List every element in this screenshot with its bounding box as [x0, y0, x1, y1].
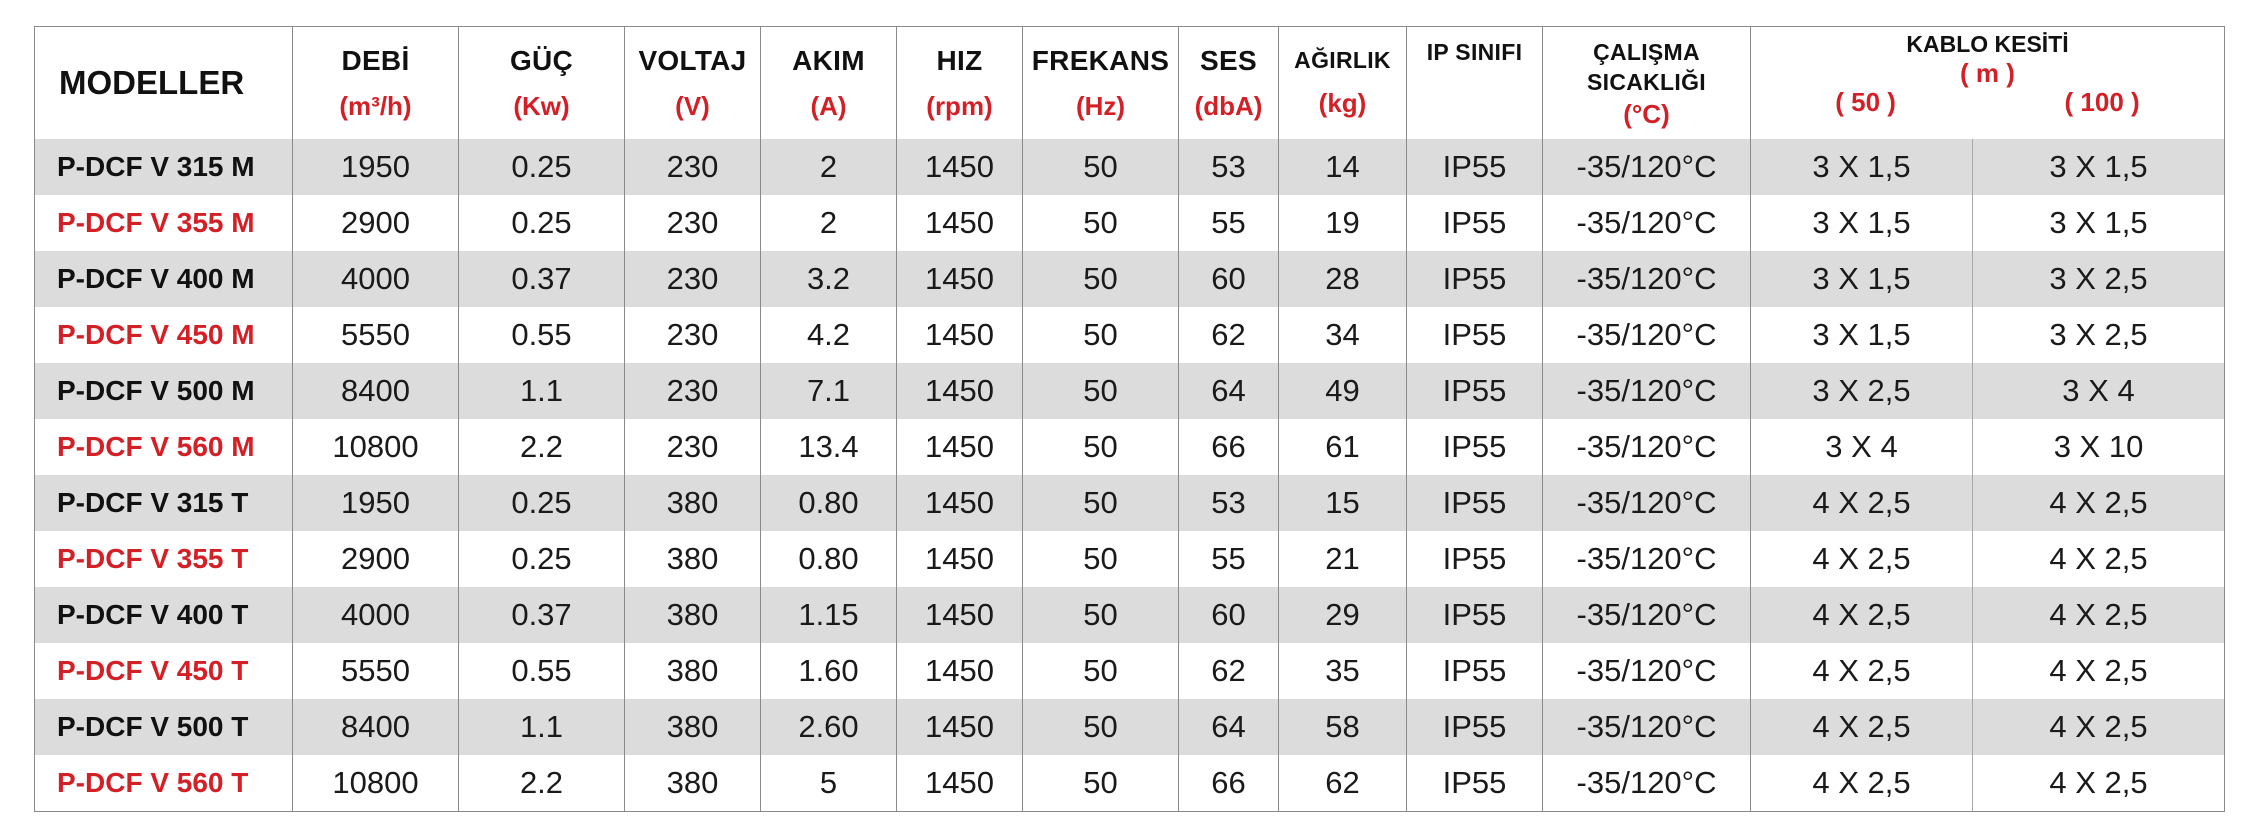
- sicaklik-cell: -35/120°C: [1543, 643, 1751, 699]
- voltaj-cell: 230: [625, 251, 761, 307]
- agirlik-cell: 15: [1279, 475, 1407, 531]
- ip-cell: IP55: [1407, 699, 1543, 755]
- hiz-cell: 1450: [897, 251, 1023, 307]
- ip-cell: IP55: [1407, 195, 1543, 251]
- guc-cell: 0.55: [459, 307, 625, 363]
- header-voltaj: [625, 27, 761, 140]
- kablo-50-cell: 3 X 4: [1751, 419, 1973, 475]
- ip-cell: IP55: [1407, 587, 1543, 643]
- ip-cell: IP55: [1407, 531, 1543, 587]
- table-row: [35, 643, 2225, 699]
- agirlik-cell: 61: [1279, 419, 1407, 475]
- ses-cell: 66: [1179, 419, 1279, 475]
- header-ip: [1407, 27, 1543, 140]
- header-guc-label: GÜÇ: [509, 44, 574, 76]
- header-akim-unit: (A): [810, 90, 847, 121]
- model-cell: P-DCF V 355 M: [35, 195, 293, 251]
- agirlik-cell: 58: [1279, 699, 1407, 755]
- model-cell: P-DCF V 560 M: [35, 419, 293, 475]
- kablo-50-cell: 3 X 2,5: [1751, 363, 1973, 419]
- model-cell: P-DCF V 500 M: [35, 363, 293, 419]
- table-row: [35, 307, 2225, 363]
- guc-cell: 2.2: [459, 419, 625, 475]
- kablo-100-cell: 3 X 2,5: [1973, 307, 2225, 363]
- debi-cell: 8400: [293, 699, 459, 755]
- header-kablo: [1751, 27, 2225, 140]
- header-ses-unit: (dbA): [1194, 90, 1263, 121]
- hiz-cell: 1450: [897, 531, 1023, 587]
- hiz-cell: 1450: [897, 699, 1023, 755]
- voltaj-cell: 380: [625, 531, 761, 587]
- table-row: [35, 531, 2225, 587]
- debi-cell: 1950: [293, 475, 459, 531]
- header-agirlik: [1279, 27, 1407, 140]
- hiz-cell: 1450: [897, 307, 1023, 363]
- kablo-50-cell: 4 X 2,5: [1751, 699, 1973, 755]
- header-debi-unit: (m³/h): [339, 90, 412, 121]
- sicaklik-cell: -35/120°C: [1543, 363, 1751, 419]
- frekans-cell: 50: [1023, 363, 1179, 419]
- header-kablo-sub-50: ( 50 ): [1835, 87, 1896, 117]
- agirlik-cell: 14: [1279, 139, 1407, 195]
- akim-cell: 3.2: [761, 251, 897, 307]
- header-kablo-unit: ( m ): [1960, 58, 2015, 88]
- header-guc: [459, 27, 625, 140]
- guc-cell: 1.1: [459, 363, 625, 419]
- hiz-cell: 1450: [897, 195, 1023, 251]
- kablo-100-cell: 4 X 2,5: [1973, 699, 2225, 755]
- table-row: [35, 475, 2225, 531]
- debi-cell: 2900: [293, 531, 459, 587]
- model-cell: P-DCF V 315 T: [35, 475, 293, 531]
- debi-cell: 4000: [293, 251, 459, 307]
- debi-cell: 4000: [293, 587, 459, 643]
- sicaklik-cell: -35/120°C: [1543, 531, 1751, 587]
- agirlik-cell: 49: [1279, 363, 1407, 419]
- ses-cell: 64: [1179, 699, 1279, 755]
- kablo-50-cell: 4 X 2,5: [1751, 475, 1973, 531]
- header-hiz-label: HIZ: [936, 44, 983, 76]
- voltaj-cell: 230: [625, 307, 761, 363]
- header-debi: [293, 27, 459, 140]
- agirlik-cell: 21: [1279, 531, 1407, 587]
- ip-cell: IP55: [1407, 307, 1543, 363]
- header-voltaj-label: VOLTAJ: [638, 44, 747, 76]
- kablo-50-cell: 4 X 2,5: [1751, 755, 1973, 812]
- akim-cell: 2.60: [761, 699, 897, 755]
- header-frekans-label: FREKANS: [1031, 44, 1170, 76]
- header-agirlik-unit: (kg): [1318, 88, 1367, 118]
- header-akim-label: AKIM: [792, 44, 865, 76]
- header-calisma-label1: ÇALIŞMA: [1593, 38, 1700, 65]
- header-ses-label: SES: [1200, 44, 1257, 76]
- ip-cell: IP55: [1407, 251, 1543, 307]
- frekans-cell: 50: [1023, 251, 1179, 307]
- voltaj-cell: 230: [625, 363, 761, 419]
- sicaklik-cell: -35/120°C: [1543, 587, 1751, 643]
- header-row: [35, 27, 2225, 140]
- model-cell: P-DCF V 400 M: [35, 251, 293, 307]
- model-cell: P-DCF V 500 T: [35, 699, 293, 755]
- kablo-100-cell: 4 X 2,5: [1973, 755, 2225, 812]
- model-cell: P-DCF V 450 M: [35, 307, 293, 363]
- debi-cell: 10800: [293, 419, 459, 475]
- agirlik-cell: 62: [1279, 755, 1407, 812]
- header-kablo-sub: [1751, 87, 2224, 118]
- frekans-cell: 50: [1023, 139, 1179, 195]
- ses-cell: 55: [1179, 531, 1279, 587]
- frekans-cell: 50: [1023, 531, 1179, 587]
- agirlik-cell: 19: [1279, 195, 1407, 251]
- sicaklik-cell: -35/120°C: [1543, 139, 1751, 195]
- table-row: [35, 195, 2225, 251]
- agirlik-cell: 34: [1279, 307, 1407, 363]
- model-cell: P-DCF V 560 T: [35, 755, 293, 812]
- frekans-cell: 50: [1023, 419, 1179, 475]
- table-row: [35, 139, 2225, 195]
- debi-cell: 1950: [293, 139, 459, 195]
- guc-cell: 0.25: [459, 139, 625, 195]
- hiz-cell: 1450: [897, 419, 1023, 475]
- header-models: MODELLER: [35, 27, 293, 140]
- kablo-100-cell: 3 X 1,5: [1973, 139, 2225, 195]
- akim-cell: 0.80: [761, 475, 897, 531]
- sicaklik-cell: -35/120°C: [1543, 419, 1751, 475]
- voltaj-cell: 230: [625, 195, 761, 251]
- hiz-cell: 1450: [897, 475, 1023, 531]
- table-row: [35, 699, 2225, 755]
- voltaj-cell: 230: [625, 419, 761, 475]
- header-ses: [1179, 27, 1279, 140]
- akim-cell: 4.2: [761, 307, 897, 363]
- kablo-100-cell: 4 X 2,5: [1973, 643, 2225, 699]
- kablo-50-cell: 3 X 1,5: [1751, 195, 1973, 251]
- table-body: [35, 139, 2225, 812]
- akim-cell: 13.4: [761, 419, 897, 475]
- header-hiz: [897, 27, 1023, 140]
- agirlik-cell: 29: [1279, 587, 1407, 643]
- hiz-cell: 1450: [897, 643, 1023, 699]
- header-guc-unit: (Kw): [513, 90, 570, 121]
- sicaklik-cell: -35/120°C: [1543, 699, 1751, 755]
- akim-cell: 2: [761, 139, 897, 195]
- guc-cell: 0.25: [459, 475, 625, 531]
- voltaj-cell: 380: [625, 475, 761, 531]
- akim-cell: 5: [761, 755, 897, 812]
- voltaj-cell: 230: [625, 139, 761, 195]
- kablo-100-cell: 4 X 2,5: [1973, 475, 2225, 531]
- frekans-cell: 50: [1023, 195, 1179, 251]
- header-debi-label: DEBİ: [341, 44, 410, 76]
- header-akim: [761, 27, 897, 140]
- akim-cell: 2: [761, 195, 897, 251]
- table-row: [35, 251, 2225, 307]
- sicaklik-cell: -35/120°C: [1543, 755, 1751, 812]
- kablo-100-cell: 3 X 4: [1973, 363, 2225, 419]
- debi-cell: 2900: [293, 195, 459, 251]
- header-calisma-label2: SICAKLIĞI: [1587, 68, 1706, 95]
- ip-cell: IP55: [1407, 363, 1543, 419]
- table-row: [35, 419, 2225, 475]
- agirlik-cell: 28: [1279, 251, 1407, 307]
- kablo-100-cell: 3 X 10: [1973, 419, 2225, 475]
- guc-cell: 0.37: [459, 587, 625, 643]
- guc-cell: 0.55: [459, 643, 625, 699]
- guc-cell: 2.2: [459, 755, 625, 812]
- sicaklik-cell: -35/120°C: [1543, 475, 1751, 531]
- debi-cell: 5550: [293, 643, 459, 699]
- frekans-cell: 50: [1023, 475, 1179, 531]
- voltaj-cell: 380: [625, 643, 761, 699]
- header-frekans-unit: (Hz): [1075, 90, 1126, 121]
- guc-cell: 0.25: [459, 195, 625, 251]
- model-cell: P-DCF V 355 T: [35, 531, 293, 587]
- header-hiz-unit: (rpm): [926, 90, 993, 121]
- sicaklik-cell: -35/120°C: [1543, 307, 1751, 363]
- header-voltaj-unit: (V): [675, 90, 710, 121]
- hiz-cell: 1450: [897, 755, 1023, 812]
- header-ip-label: IP SINIFI: [1426, 39, 1523, 65]
- ip-cell: IP55: [1407, 475, 1543, 531]
- ses-cell: 53: [1179, 139, 1279, 195]
- kablo-50-cell: 3 X 1,5: [1751, 251, 1973, 307]
- voltaj-cell: 380: [625, 699, 761, 755]
- ip-cell: IP55: [1407, 419, 1543, 475]
- agirlik-cell: 35: [1279, 643, 1407, 699]
- hiz-cell: 1450: [897, 587, 1023, 643]
- akim-cell: 1.15: [761, 587, 897, 643]
- kablo-50-cell: 3 X 1,5: [1751, 139, 1973, 195]
- ses-cell: 60: [1179, 587, 1279, 643]
- ses-cell: 53: [1179, 475, 1279, 531]
- guc-cell: 0.25: [459, 531, 625, 587]
- model-cell: P-DCF V 315 M: [35, 139, 293, 195]
- model-cell: P-DCF V 450 T: [35, 643, 293, 699]
- ses-cell: 66: [1179, 755, 1279, 812]
- table-row: [35, 363, 2225, 419]
- header-kablo-sub-100: ( 100 ): [2064, 87, 2140, 117]
- header-agirlik-label: AĞIRLIK: [1294, 47, 1391, 73]
- table-row: [35, 587, 2225, 643]
- akim-cell: 1.60: [761, 643, 897, 699]
- header-frekans: [1023, 27, 1179, 140]
- model-cell: P-DCF V 400 T: [35, 587, 293, 643]
- ip-cell: IP55: [1407, 643, 1543, 699]
- kablo-50-cell: 4 X 2,5: [1751, 531, 1973, 587]
- sicaklik-cell: -35/120°C: [1543, 251, 1751, 307]
- kablo-100-cell: 3 X 2,5: [1973, 251, 2225, 307]
- kablo-100-cell: 4 X 2,5: [1973, 531, 2225, 587]
- frekans-cell: 50: [1023, 307, 1179, 363]
- kablo-50-cell: 3 X 1,5: [1751, 307, 1973, 363]
- ses-cell: 55: [1179, 195, 1279, 251]
- debi-cell: 8400: [293, 363, 459, 419]
- debi-cell: 10800: [293, 755, 459, 812]
- akim-cell: 7.1: [761, 363, 897, 419]
- table-row: [35, 755, 2225, 812]
- guc-cell: 1.1: [459, 699, 625, 755]
- frekans-cell: 50: [1023, 643, 1179, 699]
- kablo-100-cell: 3 X 1,5: [1973, 195, 2225, 251]
- frekans-cell: 50: [1023, 755, 1179, 812]
- header-kablo-label: KABLO KESİTİ: [1906, 31, 2069, 57]
- ip-cell: IP55: [1407, 139, 1543, 195]
- ses-cell: 62: [1179, 307, 1279, 363]
- spec-table: [34, 26, 2225, 812]
- header-calisma-unit: (°C): [1623, 98, 1670, 129]
- ip-cell: IP55: [1407, 755, 1543, 812]
- hiz-cell: 1450: [897, 363, 1023, 419]
- akim-cell: 0.80: [761, 531, 897, 587]
- frekans-cell: 50: [1023, 587, 1179, 643]
- kablo-50-cell: 4 X 2,5: [1751, 643, 1973, 699]
- kablo-50-cell: 4 X 2,5: [1751, 587, 1973, 643]
- voltaj-cell: 380: [625, 755, 761, 812]
- sicaklik-cell: -35/120°C: [1543, 195, 1751, 251]
- ses-cell: 64: [1179, 363, 1279, 419]
- voltaj-cell: 380: [625, 587, 761, 643]
- frekans-cell: 50: [1023, 699, 1179, 755]
- kablo-100-cell: 4 X 2,5: [1973, 587, 2225, 643]
- header-calisma: [1543, 27, 1751, 140]
- hiz-cell: 1450: [897, 139, 1023, 195]
- ses-cell: 60: [1179, 251, 1279, 307]
- guc-cell: 0.37: [459, 251, 625, 307]
- debi-cell: 5550: [293, 307, 459, 363]
- ses-cell: 62: [1179, 643, 1279, 699]
